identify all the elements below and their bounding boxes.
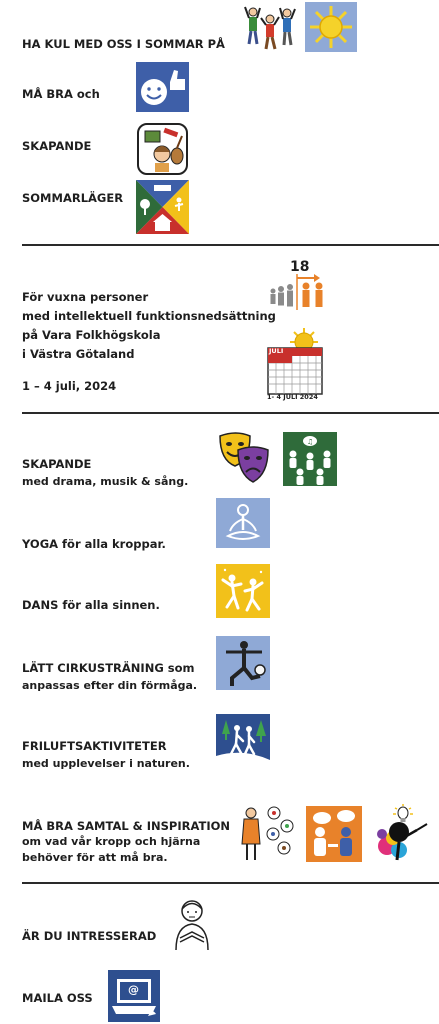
divider-2 [22,412,439,414]
event-dates: 1 – 4 juli, 2024 [22,379,117,393]
email-at-symbol: @ [128,983,139,996]
activity-friluft-title: FRILUFTSAKTIVITETER [22,739,167,753]
divider-1 [22,244,439,246]
activity-samtal-title: MÅ BRA SAMTAL & INSPIRATION [22,819,230,833]
summer-camp-icon [136,180,189,234]
creative-activities-icon [136,122,189,176]
inspiration-lightbulb-icon [373,804,433,862]
outdoor-hiking-icon [216,714,270,768]
svg-text:♫: ♫ [307,438,314,446]
age-label: 18 [290,259,310,275]
divider-3 [22,882,439,884]
conversation-icon [306,806,362,862]
sun-icon [305,2,357,52]
activity-skapande [22,456,188,490]
calendar-caption: 1- 4 JULI 2024 [267,393,318,401]
intro-line-4: SOMMARLÄGER [22,191,124,205]
activity-friluft [22,738,190,772]
body-health-talk-icon [240,804,296,862]
activity-cirkus-title: LÄTT CIRKUSTRÄNING som [22,661,195,675]
activity-cirkus-sub: anpassas efter din förmåga. [22,679,198,692]
calendar-sun-icon [266,326,326,402]
activity-samtal-sub-2: behöver för att må bra. [22,851,168,864]
info-line-2: med intellektuell funktionsnedsättning [22,309,276,323]
activity-samtal-sub-1: om vad vår kropp och hjärna [22,835,201,848]
activity-skapande-title: SKAPANDE [22,457,92,471]
adults-18-plus-icon [268,274,330,310]
thinking-person-icon [172,898,212,950]
activity-dans: DANS för alla sinnen. [22,598,160,612]
info-line-3: på Vara Folkhögskola [22,328,161,342]
activity-skapande-sub: med drama, musik & sång. [22,475,189,488]
mail-us-heading: MAILA OSS [22,991,93,1005]
yoga-meditation-icon [216,498,270,548]
circus-balance-icon [216,636,270,690]
activity-samtal [22,818,230,866]
email-laptop-icon[interactable] [108,970,160,1022]
info-line-1: För vuxna personer [22,290,149,304]
intro-line-2: MÅ BRA och [22,87,100,101]
thumbs-up-smiley-icon [136,62,189,112]
activity-friluft-sub: med upplevelser i naturen. [22,757,190,770]
activity-yoga: YOGA för alla kroppar. [22,537,166,551]
intro-line-1: HA KUL MED OSS I SOMMAR PÅ [22,37,225,51]
info-line-4: i Västra Götaland [22,347,135,361]
music-singing-icon [283,432,337,486]
people-celebrating-icon [244,4,296,52]
calendar-month-label: JULI [269,347,284,355]
intro-line-3: SKAPANDE [22,139,92,153]
activity-cirkus [22,660,197,694]
dance-icon [216,564,270,618]
drama-masks-icon [216,430,272,486]
interested-heading: ÄR DU INTRESSERAD [22,929,157,943]
